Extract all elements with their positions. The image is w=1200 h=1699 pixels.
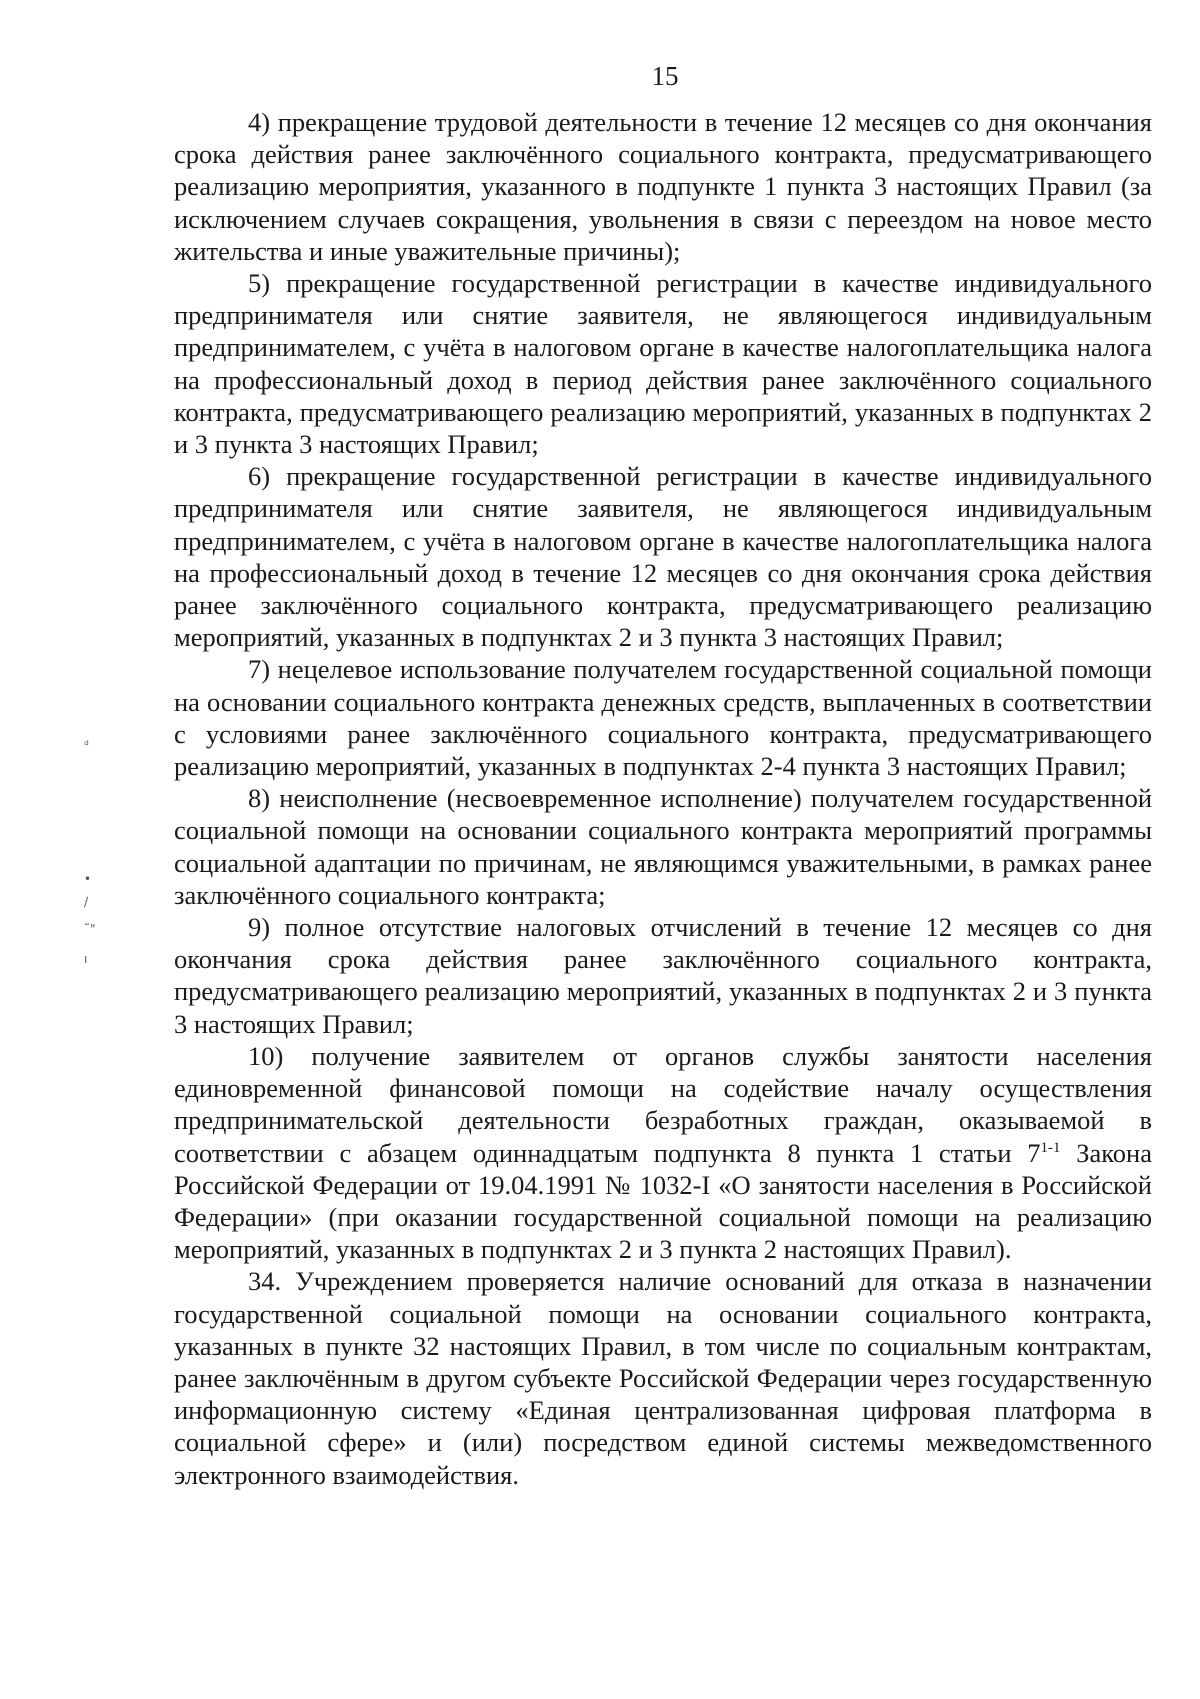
paragraph-item-8: 8) неисполнение (несвоевременное исполнение) получателем государственной социальной помощи на основании социального контракта мероприятий программы социальной адаптации по причинам, не являющимся уважительными, в рамках ранее заключённого социального контракта;	[174, 783, 1152, 910]
paragraph-clause-34: 34. Учреждением проверяется наличие оснований для отказа в назначении государственной социальной помощи на основании социального контракта, указанных в пункте 32 настоящих Правил, в том числе по социальным контрактам, ранее заключённым в другом субъекте Российской Федерации через государственную информационную систему «Единая централизованная цифровая платформа в социальной сфере» и (или) посредством единой системы межведомственного электронного взаимодействия.	[174, 1266, 1152, 1490]
paragraph-item-6: 6) прекращение государственной регистрации в качестве индивидуального предпринимателя или снятие заявителя, не являющегося индивидуальным предпринимателем, с учёта в налоговом органе в качестве налогоплательщика налога на профессиональный доход в течение 12 месяцев со дня окончания срока действия ранее заключённого социального контракта, предусматривающего реализацию мероприятий, указанных в подпунктах 2 и 3 пункта 3 настоящих Правил;	[174, 461, 1152, 653]
paragraph-item-5: 5) прекращение государственной регистрации в качестве индивидуального предпринимателя или снятие заявителя, не являющегося индивидуальным предпринимателем, с учёта в налоговом органе в качестве налогоплательщика налога на профессиональный доход в период действия ранее заключённого социального контракта, предусматривающего реализацию мероприятий, указанных в подпунктах 2 и 3 пункта 3 настоящих Правил;	[174, 268, 1152, 460]
document-body	[174, 106, 1152, 1491]
scan-artifact-mark: ᵈ	[84, 738, 89, 752]
paragraph-item-10	[174, 1040, 1152, 1265]
paragraph-item-10-text: 10) получение заявителем от органов службы занятости населения единовременной финансовой помощи на содействие началу осуществления предпринимательской деятельности безработных граждан, оказываемой в соответствии с абзацем одиннадцатым подпункта 8 пункта 1 статьи 7	[174, 1040, 1152, 1168]
paragraph-item-10-text-cont: Закона Российской Федерации от 19.04.1991 № 1032-I «О занятости населения в Российской Федерации» (при оказании государственной социальной помощи на реализацию мероприятий, указанных в подпунктах 2 и 3 пункта 2 настоящих Правил).	[174, 1137, 1152, 1265]
scan-artifact-mark: /	[84, 895, 89, 909]
scan-artifact-mark: •	[84, 872, 92, 886]
article-superscript: 1-1	[1040, 1139, 1061, 1156]
paragraph-item-9: 9) полное отсутствие налоговых отчислений в течение 12 месяцев со дня окончания срока действия ранее заключённого социального контракта, предусматривающего реализацию мероприятий, указанных в подпунктах 2 и 3 пункта 3 настоящих Правил;	[174, 912, 1152, 1039]
paragraph-item-7: 7) нецелевое использование получателем государственной социальной помощи на основании социального контракта денежных средств, выплаченных в соответствии с условиями ранее заключённого социального контракта, предусматривающего реализацию мероприятий, указанных в подпунктах 2-4 пункта 3 настоящих Правил;	[174, 654, 1152, 782]
paragraph-item-4: 4) прекращение трудовой деятельности в течение 12 месяцев со дня окончания срока действия ранее заключённого социального контракта, предусматривающего реализацию мероприятия, указанного в подпункте 1 пункта 3 настоящих Правил (за исключением случаев сокращения, увольнения в связи с переездом на новое место жительства и иные уважительные причины);	[174, 107, 1152, 266]
scan-artifact-mark: ˜"	[84, 922, 96, 936]
scan-artifact-mark: ı	[84, 952, 88, 966]
margin-scan-marks	[84, 0, 104, 1699]
page-number: 15	[651, 61, 679, 91]
